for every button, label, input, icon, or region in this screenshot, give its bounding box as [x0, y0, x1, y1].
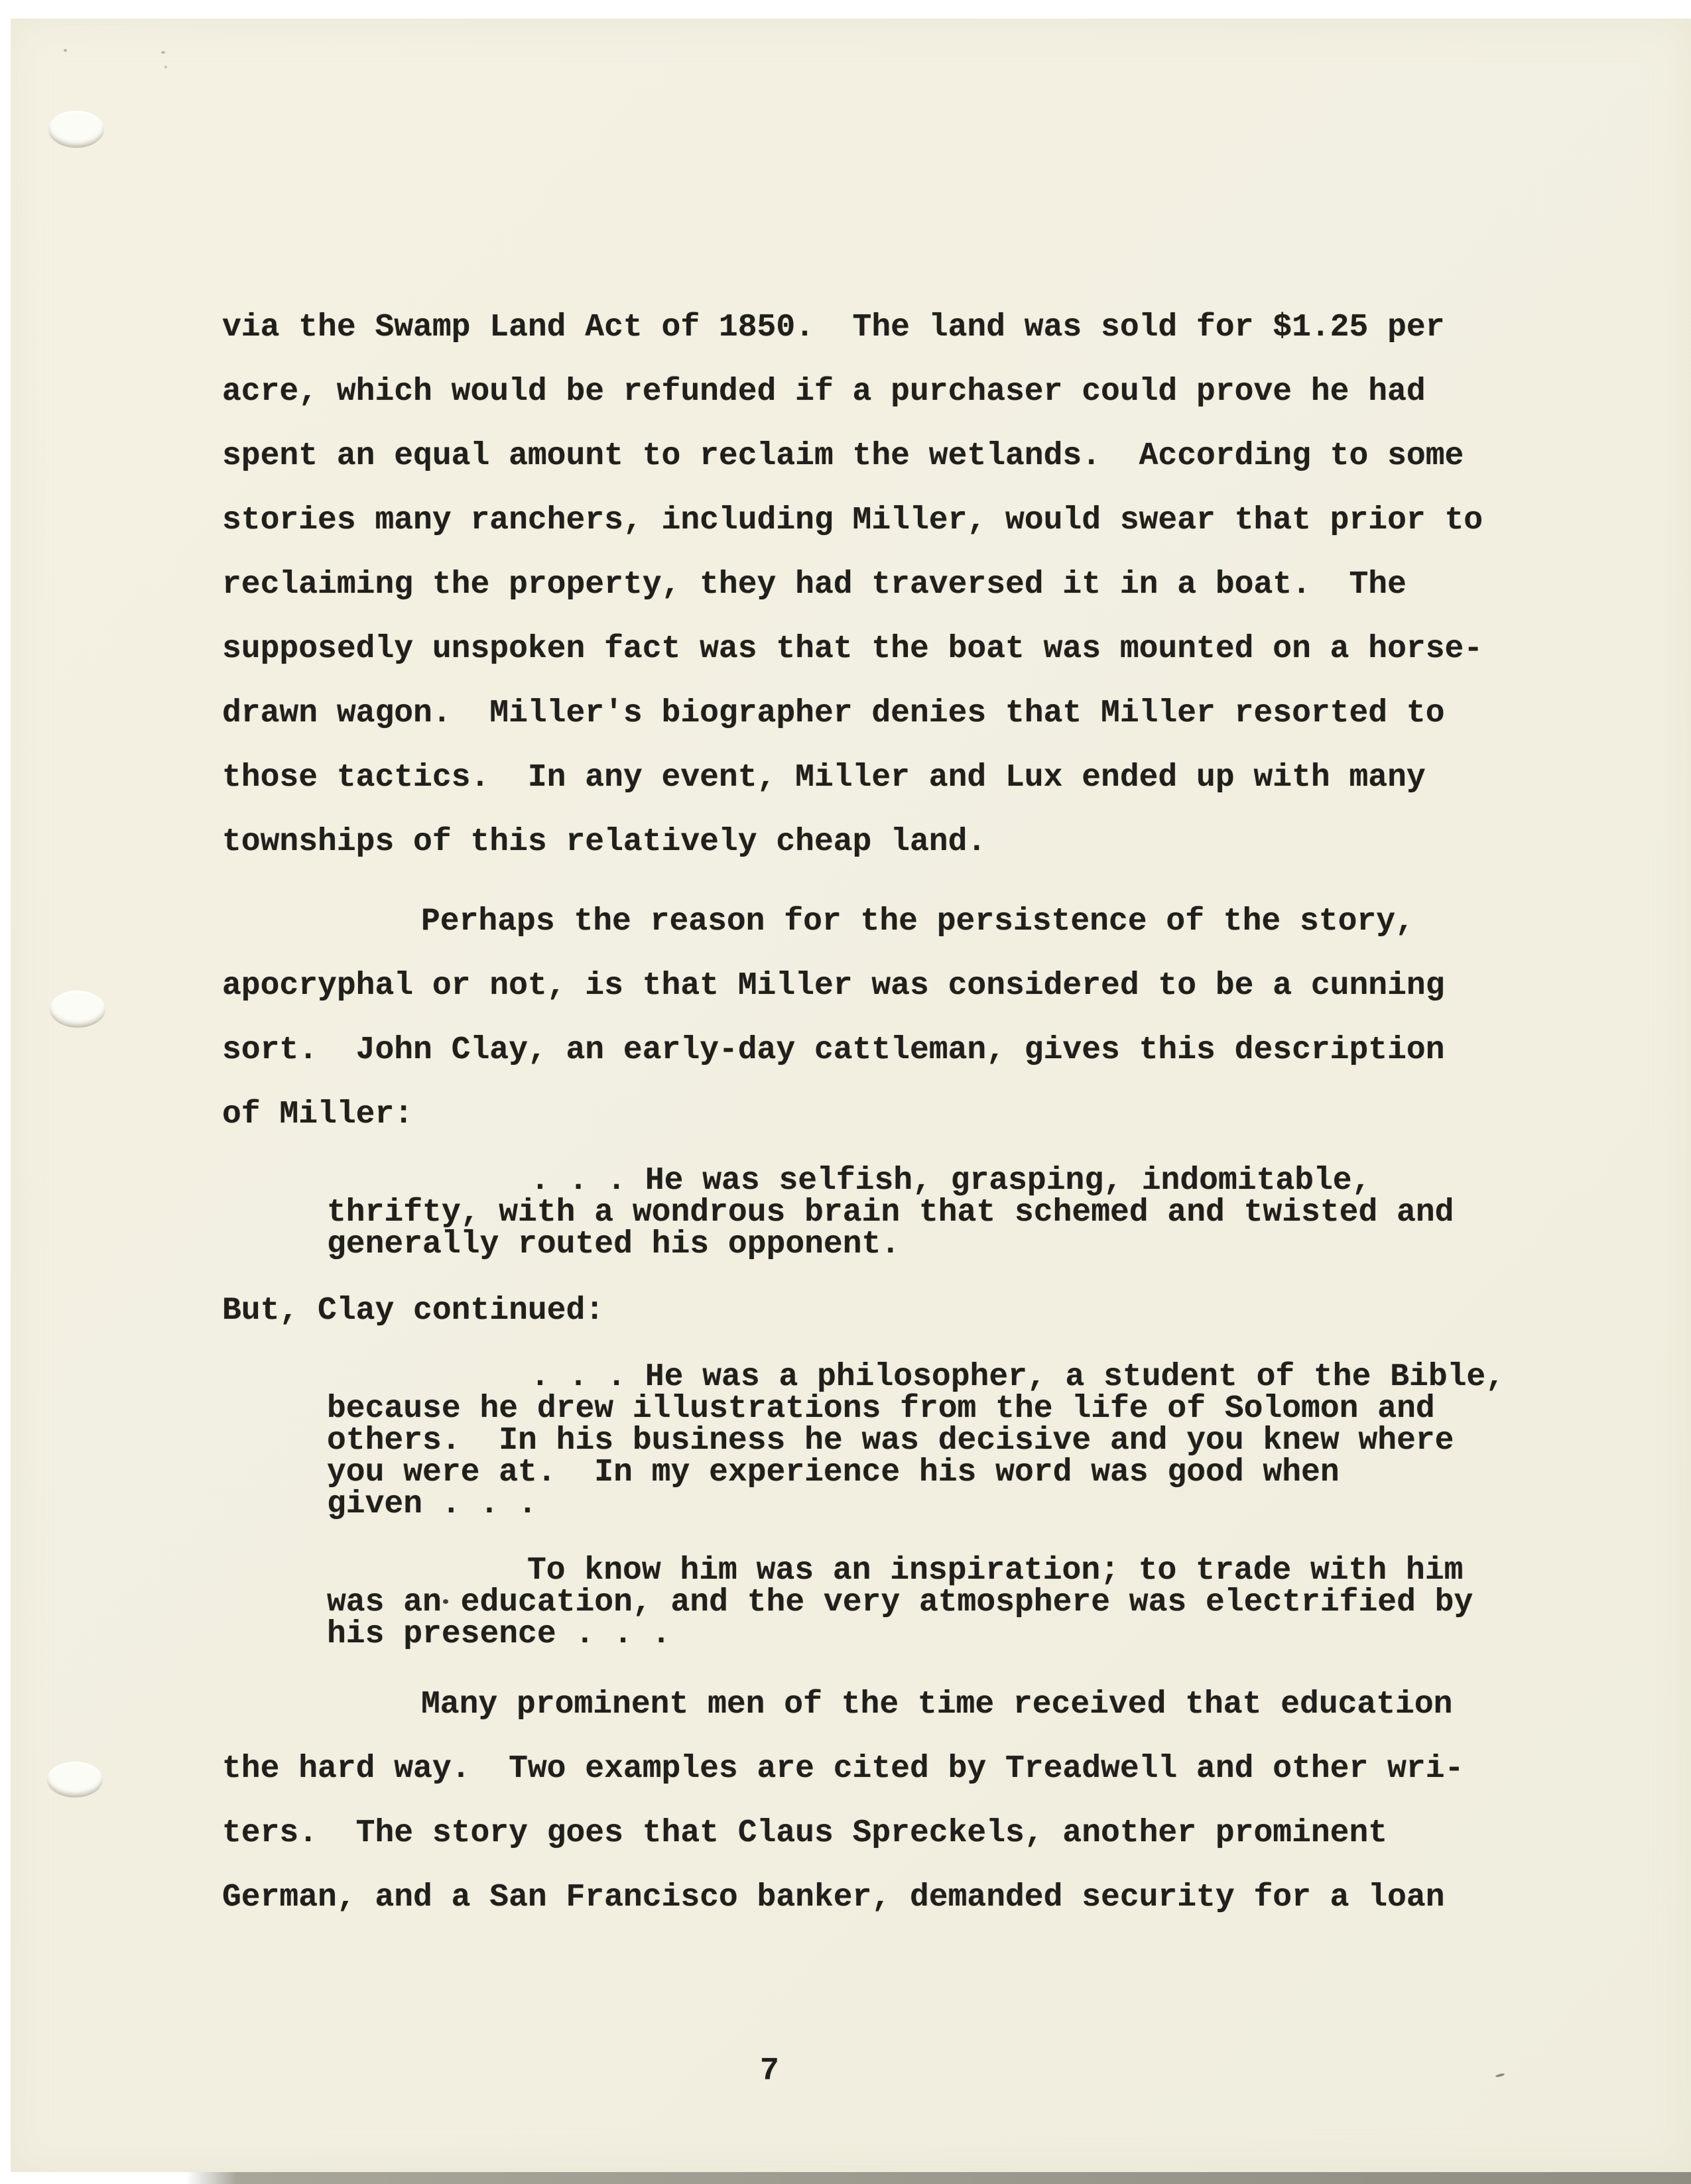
- text-line: spent an equal amount to reclaim the wetlands. According to some: [222, 438, 1464, 474]
- text-line: ters. The story goes that Claus Spreckels, another prominent: [222, 1815, 1388, 1851]
- page-number: 7: [760, 2053, 779, 2089]
- text-line: sort. John Clay, an early-day cattleman, gives this description: [222, 1032, 1445, 1068]
- text-line: townships of this relatively cheap land.: [222, 824, 987, 860]
- text-line: because he drew illustrations from the life of Solomon and: [327, 1391, 1435, 1427]
- text-line: his presence . . .: [327, 1616, 671, 1652]
- text-line: German, and a San Francisco banker, demanded security for a loan: [222, 1880, 1445, 1915]
- text-line: generally routed his opponent.: [327, 1227, 901, 1262]
- scanner-edge-shadow: [0, 2172, 1691, 2184]
- text-line: Perhaps the reason for the persistence of the story,: [421, 904, 1414, 940]
- text-line: To know him was an inspiration; to trade with him: [527, 1553, 1464, 1589]
- text-line: reclaiming the property, they had traversed it in a boat. The: [222, 567, 1407, 603]
- text-line: given . . .: [327, 1486, 537, 1522]
- punch-hole-bottom: [47, 1762, 103, 1797]
- text-line: . . . He was a philosopher, a student of the Bible,: [531, 1359, 1505, 1395]
- text-line: those tactics. In any event, Miller and Lux ended up with many: [222, 760, 1426, 796]
- text-line: via the Swamp Land Act of 1850. The land was sold for $1.25 per: [222, 310, 1445, 345]
- text-line: the hard way. Two examples are cited by Treadwell and other wri-: [222, 1751, 1464, 1787]
- text-line: apocryphal or not, is that Miller was considered to be a cunning: [222, 968, 1445, 1004]
- paper-speck: [161, 51, 165, 54]
- text-line: drawn wagon. Miller's biographer denies that Miller resorted to: [222, 696, 1445, 731]
- punch-hole-middle: [50, 991, 105, 1028]
- text-line: was an education, and the very atmosphere was electrified by: [327, 1585, 1473, 1620]
- text-line: . . . He was selfish, grasping, indomitable,: [531, 1163, 1371, 1199]
- text-line: stories many ranchers, including Miller, would swear that prior to: [222, 503, 1483, 538]
- text-line: others. In his business he was decisive and you knew where: [327, 1423, 1454, 1459]
- text-line: But, Clay continued:: [222, 1293, 605, 1329]
- text-line: of Miller:: [222, 1097, 414, 1132]
- paper-speck: [64, 49, 67, 52]
- text-line: you were at. In my experience his word was good when: [327, 1455, 1340, 1490]
- text-line: thrifty, with a wondrous brain that schemed and twisted and: [327, 1195, 1454, 1231]
- text-line: Many prominent men of the time received that education: [421, 1687, 1453, 1723]
- paper-speck: [164, 66, 167, 68]
- text-line: supposedly unspoken fact was that the boat was mounted on a horse-: [222, 631, 1483, 667]
- punch-hole-top: [48, 111, 104, 148]
- text-line: acre, which would be refunded if a purchaser could prove he had: [222, 374, 1426, 410]
